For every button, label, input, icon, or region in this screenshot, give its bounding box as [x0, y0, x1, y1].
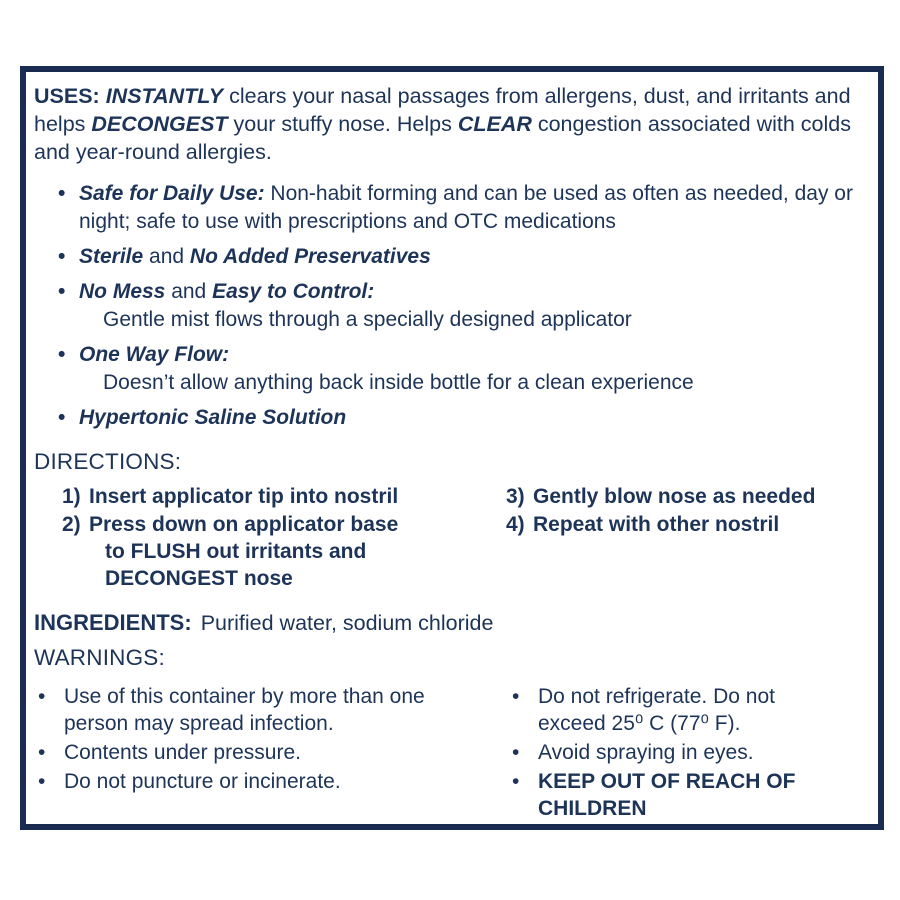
list-item-safe-for-daily-use	[58, 180, 860, 236]
warnings-heading: WARNINGS:	[34, 645, 165, 670]
warnings-list	[34, 681, 860, 822]
warning-text: Do not puncture or incinerate.	[64, 770, 341, 793]
step-line: Press down on applicator base	[89, 513, 399, 536]
uses-paragraph: USES: INSTANTLY clears your nasal passages from allergens, dust, and irritants and helps DECONGEST your stuffy nose. Helps CLEAR congestion associated with colds and year-round allergies.	[34, 84, 851, 164]
step-number: 2)	[62, 513, 81, 536]
warning-item-avoid-eyes	[512, 739, 860, 766]
bullet-icon: •	[58, 245, 66, 268]
step-text	[533, 511, 860, 538]
bullet-icon: •	[512, 741, 520, 764]
bullet-icon: •	[512, 685, 520, 708]
directions-column-right	[506, 482, 860, 592]
warning-item-contents-pressure	[38, 739, 512, 766]
benefit-text: No Mess and Easy to Control:	[79, 280, 375, 303]
warning-text: Contents under pressure.	[64, 741, 301, 764]
direction-step-4	[506, 511, 860, 538]
directions-list	[34, 482, 860, 592]
bullet-icon: •	[58, 406, 66, 429]
bullet-icon: •	[58, 280, 66, 303]
direction-step-1	[62, 483, 506, 510]
step-text	[89, 483, 506, 510]
bullet-icon: •	[58, 343, 66, 366]
bullet-icon: •	[58, 182, 66, 205]
warning-text: Avoid spraying in eyes.	[538, 741, 754, 764]
step-number: 1)	[62, 485, 81, 508]
warning-item-refrigerate-temp	[512, 683, 860, 737]
ingredients-text: Purified water, sodium chloride	[200, 611, 494, 635]
benefit-text: One Way Flow:	[79, 343, 230, 366]
step-line: to FLUSH out irritants and	[105, 540, 367, 563]
direction-step-2	[62, 511, 506, 592]
directions-column-left	[62, 482, 506, 592]
step-line: Repeat with other nostril	[533, 513, 780, 536]
step-number: 3)	[506, 485, 525, 508]
warning-text: Use of this container by more than one person may spread infection.	[64, 685, 425, 735]
benefits-list	[34, 180, 860, 432]
benefit-text: Safe for Daily Use: Non-habit forming and can be used as often as needed, day or night; safe to use with prescriptions and OTC medications	[79, 182, 853, 233]
benefit-subline: Gentle mist flows through a specially designed applicator	[103, 308, 632, 331]
bullet-icon: •	[512, 770, 520, 793]
ingredients-heading: INGREDIENTS:	[34, 610, 192, 635]
warning-text: KEEP OUT OF REACH OF CHILDREN	[538, 770, 796, 820]
step-number: 4)	[506, 513, 525, 536]
list-item-one-way-flow	[58, 341, 860, 369]
directions-heading: DIRECTIONS:	[34, 449, 182, 474]
benefit-text: Hypertonic Saline Solution	[79, 406, 347, 429]
direction-step-3	[506, 483, 860, 510]
product-label-box	[20, 66, 884, 830]
step-line: DECONGEST nose	[105, 567, 293, 590]
benefit-text: Sterile and No Added Preservatives	[79, 245, 431, 268]
warning-text: Do not refrigerate. Do not exceed 25⁰ C (77⁰ F).	[538, 685, 775, 735]
warnings-column-left	[34, 681, 512, 822]
step-line: Gently blow nose as needed	[533, 485, 816, 508]
list-item-no-mess-easy-control	[58, 278, 860, 306]
benefit-subline: Doesn’t allow anything back inside bottle for a clean experience	[103, 371, 694, 394]
warning-item-shared-container	[38, 683, 512, 737]
bullet-icon: •	[38, 685, 46, 708]
list-item-hypertonic-saline	[58, 404, 860, 432]
step-line: Insert applicator tip into nostril	[89, 485, 399, 508]
warning-item-keep-out-of-reach	[512, 768, 860, 822]
list-item-sterile-no-preservatives	[58, 243, 860, 271]
step-text	[89, 511, 506, 592]
warnings-column-right	[512, 681, 860, 822]
step-text	[533, 483, 860, 510]
bullet-icon: •	[38, 770, 46, 793]
ingredients-line	[34, 609, 860, 637]
bullet-icon: •	[38, 741, 46, 764]
warning-item-puncture-incinerate	[38, 768, 512, 795]
